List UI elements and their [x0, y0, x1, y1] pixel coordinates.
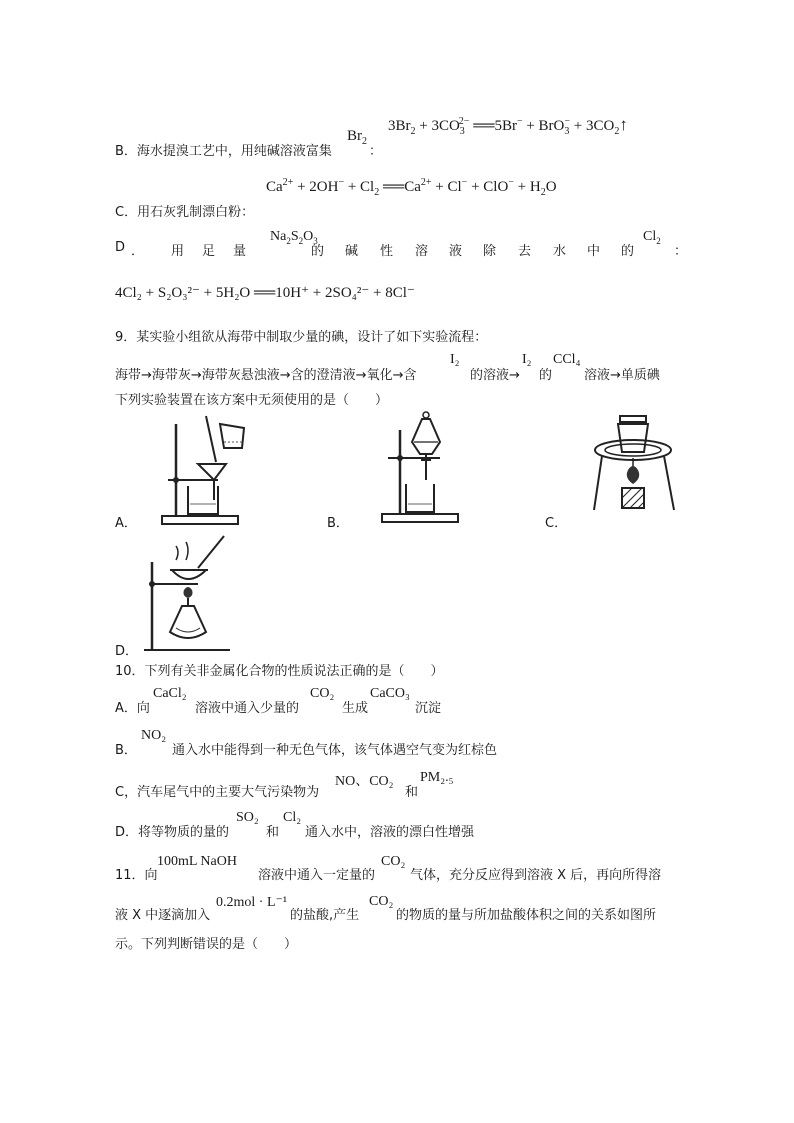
- text: 沉淀: [415, 701, 442, 716]
- flow-i2b: I₂: [522, 352, 532, 367]
- apparatus-a-filtration: [158, 412, 258, 527]
- chem-so2: SO₂: [236, 810, 259, 825]
- chem-no-co2: NO、CO₂: [335, 774, 394, 789]
- equation-bromine: $3Br_2 + 3CO_3^{2-}$ ══5Br− + $BrO_3^- + 3CO_2↑$: [388, 115, 628, 137]
- chem-co2-c: CO₂: [369, 894, 394, 909]
- flow-i2: I₂: [450, 352, 460, 367]
- chem-cl2: $Cl_2$: [643, 229, 661, 246]
- chem-na2s2o3: $Na_2S_2O_3$: [270, 229, 318, 246]
- option-9d: D．: [115, 644, 139, 659]
- question-11-line1: 11．向: [115, 868, 158, 883]
- conc-0.2: 0.2mol · L⁻¹: [216, 895, 288, 910]
- apparatus-c-crucible-heating: [590, 412, 680, 522]
- chem-cl2-b: Cl₂: [283, 810, 302, 825]
- option-9b: B．: [327, 516, 349, 531]
- flow-ccl4: CCl₄: [553, 352, 581, 367]
- option-9a: A．: [115, 516, 137, 531]
- text: 和: [266, 825, 280, 840]
- flow-seg3: 溶液→单质碘: [584, 368, 660, 383]
- option-8c: C．用石灰乳制漂白粉：: [115, 205, 255, 220]
- option-10b: B．: [115, 743, 137, 758]
- text: 的盐酸,产生: [290, 908, 360, 923]
- option-8b: B．海水提溴工艺中，用纯碱溶液富集: [115, 144, 332, 159]
- flow-seg: 的溶液→: [470, 368, 520, 383]
- question-10-stem: 10．下列有关非金属化合物的性质说法正确的是（ ）: [115, 664, 444, 679]
- chem-cacl2: CaCl₂: [153, 686, 187, 701]
- text: 生成: [342, 701, 369, 716]
- text: 通入水中能得到一种无色气体，该气体遇空气变为红棕色: [172, 743, 498, 758]
- option-9c: C．: [545, 516, 568, 531]
- question-9-stem: 9．某实验小组欲从海带中制取少量的碘，设计了如下实验流程：: [115, 330, 488, 345]
- chem-caco3: CaCO₃: [370, 686, 410, 701]
- text: 溶液中通入少量的: [195, 701, 300, 716]
- option-10c: C，汽车尾气中的主要大气污染物为: [115, 785, 320, 800]
- option-10a: A．向: [115, 701, 150, 716]
- question-9-ask: 下列实验装置在该方案中无须使用的是（ ）: [115, 393, 389, 408]
- text: 溶液中通入一定量的: [258, 868, 376, 883]
- colon: ：: [369, 144, 383, 159]
- text: 通入水中，溶液的漂白性增强: [305, 825, 475, 840]
- chem-pm25: PM₂.₅: [420, 770, 454, 785]
- apparatus-b-separatory-funnel: [378, 410, 478, 525]
- flow-seg2: 的: [539, 368, 553, 383]
- text: 和: [405, 785, 419, 800]
- question-11-line3: 示。下列判断错误的是（ ）: [115, 937, 298, 952]
- equation-bleach: $Ca^{2+} + 2OH^- + Cl_2$ $══Ca^{2+} + Cl^- + ClO^- + H_2O$: [266, 177, 557, 198]
- option-8d-line: D ． 用 足 量 的 碱 性 溶 液 除 去 水 中 的 ：: [115, 240, 688, 259]
- question-11-line2: 液 X 中逐滴加入: [115, 908, 211, 923]
- text: 气体，充分反应得到溶液 X 后，再向所得溶: [410, 868, 662, 883]
- question-9-flow: 海带→海带灰→海带灰悬浊液→含的澄清液→氧化→含: [115, 368, 417, 383]
- chem-100ml-naoh: 100mL NaOH: [157, 854, 237, 869]
- apparatus-d-evaporation: [140, 532, 240, 652]
- chem-co2-b: CO₂: [381, 854, 406, 869]
- text: 的物质的量与所加盐酸体积之间的关系如图所: [396, 908, 657, 923]
- equation-thiosulfate: 4Cl₂ + S₂O₃²⁻ + 5H₂O ══10H⁺ + 2SO₄²⁻ + 8Cl⁻: [115, 285, 415, 301]
- option-10d: D．将等物质的量的: [115, 825, 230, 840]
- chem-no2: NO₂: [141, 728, 167, 743]
- chem-br2: $Br_2$: [347, 128, 367, 147]
- chem-co2: CO₂: [310, 686, 335, 701]
